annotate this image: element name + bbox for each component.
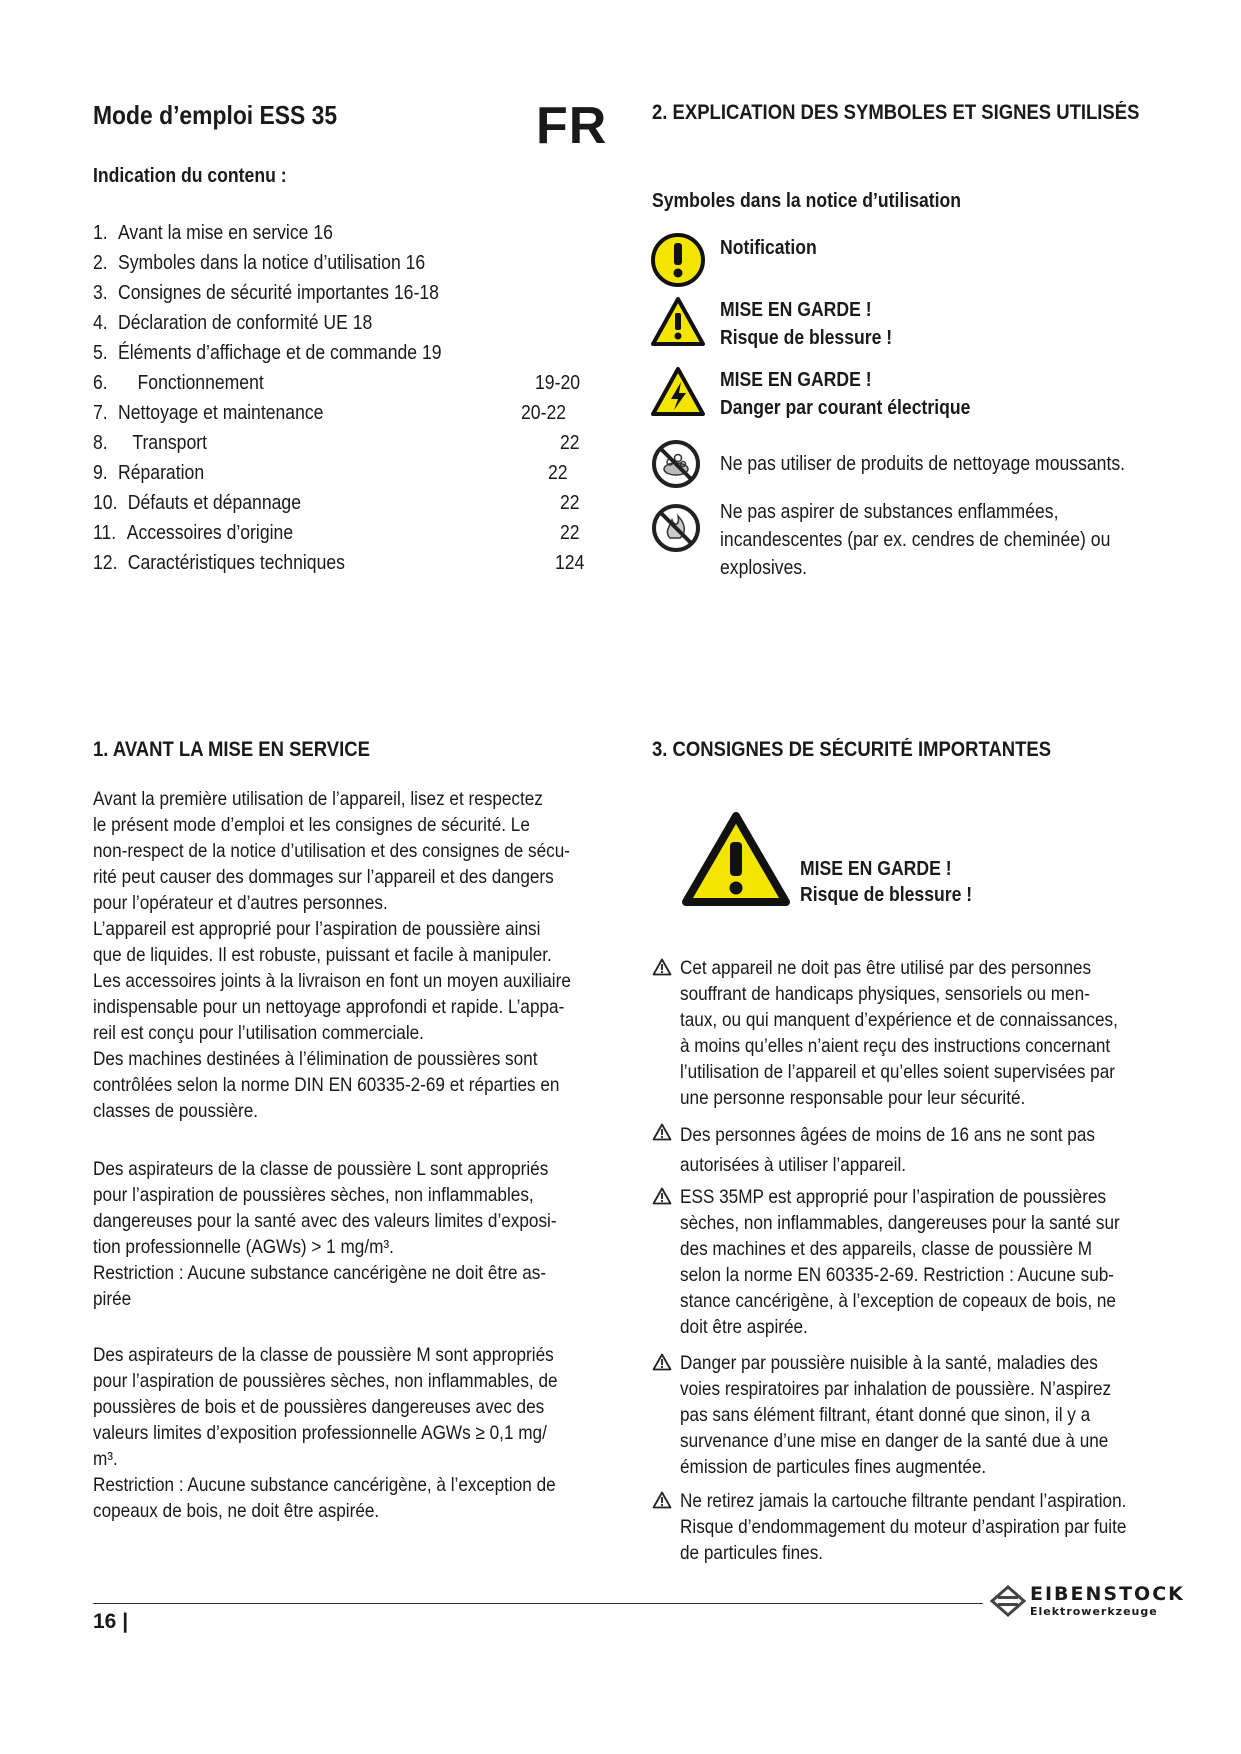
toc-item: 7. Nettoyage et maintenance 20-22	[93, 402, 567, 424]
toc-item: 2. Symboles dans la notice d’utilisation 16	[93, 252, 426, 274]
language-code: FR	[536, 97, 608, 155]
toc-item: 9. Réparation 22	[93, 462, 568, 484]
toc-item: 11. Accessoires d’origine 22	[93, 522, 580, 544]
symbols-heading: Symboles dans la notice d’utilisation	[652, 190, 962, 212]
warning-icon	[650, 296, 706, 348]
warning-bullet-icon	[652, 1491, 672, 1509]
safety-warning-label: MISE EN GARDE ! Risque de blessure !	[800, 858, 973, 906]
warning-bullet-icon	[652, 1187, 672, 1205]
warning-bullet-icon	[652, 958, 672, 976]
electric-warning-icon	[650, 366, 706, 418]
no-foam-icon	[650, 438, 702, 490]
notification-icon	[650, 232, 706, 288]
toc-item: 3. Consignes de sécurité importantes 16-18	[93, 282, 439, 304]
section-1-paragraph-2: Des aspirateurs de la classe de poussière L sont appropriés pour l’aspiration de poussières sèches, non inflammables, dangereuses pour la santé avec des valeurs limites d’exposi- tion professionnelle (AGWs) > 1 mg/m³. Restriction : Aucune substance cancérigène ne doit être as- pirée	[93, 1158, 557, 1310]
section-2-title: 2. EXPLICATION DES SYMBOLES ET SIGNES UTILISÉS	[652, 101, 1140, 124]
toc-item: 1. Avant la mise en service 16	[93, 222, 333, 244]
no-flammable-icon	[650, 502, 702, 554]
brand-name: EIBENSTOCK	[1030, 1583, 1185, 1605]
toc-item: 12. Caractéristiques techniques 124	[93, 552, 585, 574]
page-number: 16 |	[93, 1610, 129, 1633]
toc-item: 8. Transport 22	[93, 432, 580, 454]
warning-bullet-icon	[652, 1353, 672, 1371]
brand-emblem-icon	[990, 1585, 1026, 1617]
toc-item: 10. Défauts et dépannage 22	[93, 492, 580, 514]
brand-subtitle: Elektrowerkzeuge	[1030, 1605, 1158, 1618]
section-1-paragraph-1: Avant la première utilisation de l’appareil, lisez et respectez le présent mode d’emploi et les consignes de sécurité. Le non-respect de la notice d’utilisation et des consignes de sécu- rité peut causer des dommages sur l’appareil et des dangers pour l’opérateur et d’autres personnes. L’appareil est approprié pour l’aspiration de poussière ainsi que de liquides. Il est robuste, puissant et facile à manipuler. Les accessoires joints à la livraison en font un moyen auxiliaire indispensable pour un nettoyage approfondi et rapide. L’appa- reil est conçu pour l’utilisation commerciale. Des machines destinées à l’élimination de poussières sont contrôlées selon la norme DIN EN 60335-2-69 et réparties en classes de poussière.	[93, 788, 571, 1122]
warning-bullet-icon	[652, 1123, 672, 1141]
toc-item: 5. Éléments d’affichage et de commande 19	[93, 342, 442, 364]
large-warning-icon	[682, 812, 790, 908]
table-of-contents	[93, 222, 613, 582]
toc-item: 6. Fonctionnement 19-20	[93, 372, 581, 394]
toc-heading: Indication du contenu :	[93, 165, 287, 187]
section-3-title: 3. CONSIGNES DE SÉCURITÉ IMPORTANTES	[652, 738, 1052, 761]
document-title: Mode d’emploi ESS 35	[93, 100, 338, 130]
section-1-title: 1. AVANT LA MISE EN SERVICE	[93, 738, 370, 761]
section-1-paragraph-3: Des aspirateurs de la classe de poussière M sont appropriés pour l’aspiration de poussières sèches, non inflammables, de poussières de bois et de poussières dangereuses avec des valeurs limites d’exposition professionnelle AGWs ≥ 0,1 mg/ m³. Restriction : Aucune substance cancérigène, à l’exception de copeaux de bois, ne doit être aspirée.	[93, 1344, 558, 1522]
toc-item: 4. Déclaration de conformité UE 18	[93, 312, 373, 334]
footer-divider	[93, 1603, 983, 1604]
